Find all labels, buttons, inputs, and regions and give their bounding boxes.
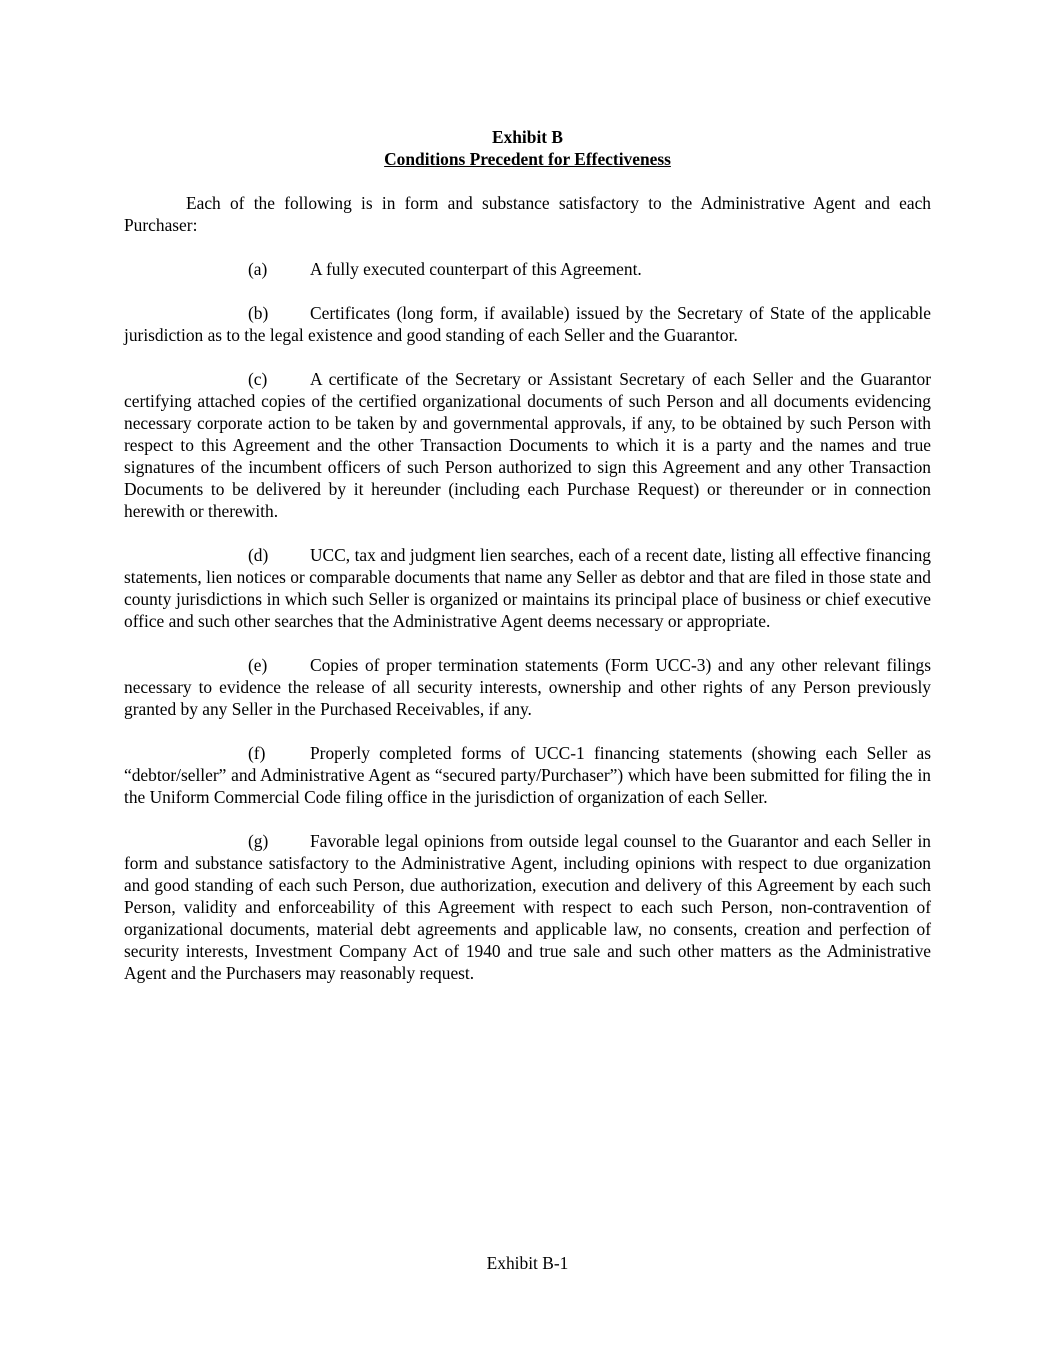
condition-item-a <box>124 258 931 280</box>
condition-item-g <box>124 830 931 984</box>
item-label: (e) <box>248 655 268 675</box>
page-footer: Exhibit B-1 <box>486 1253 569 1273</box>
item-text: Certificates (long form, if available) issued by the Secretary of State of the applicable jurisdiction as to the legal existence and good standing of each Seller and the Guarantor. <box>124 303 931 345</box>
item-label: (a) <box>248 259 268 279</box>
condition-item-e <box>124 654 931 720</box>
condition-item-d <box>124 544 931 632</box>
item-text: Properly completed forms of UCC-1 financing statements (showing each Seller as “debtor/seller” and Administrative Agent as “secured party/Purchaser”) which have been submitted for filing the in the Uniform Commercial Code filing office in the jurisdiction of organization of each Seller. <box>124 743 931 807</box>
document-page <box>124 126 931 984</box>
exhibit-title: Exhibit B <box>491 127 564 147</box>
exhibit-subtitle: Conditions Precedent for Effectiveness <box>384 149 671 169</box>
item-label: (c) <box>248 369 268 389</box>
condition-item-f <box>124 742 931 808</box>
item-text: UCC, tax and judgment lien searches, each of a recent date, listing all effective financing statements, lien notices or comparable documents that name any Seller as debtor and that are filed in those state and county jurisdictions in which such Seller is organized or maintains its principal place of business or chief executive office and such other searches that the Administrative Agent deems necessary or appropriate. <box>124 545 931 631</box>
intro-paragraph: Each of the following is in form and substance satisfactory to the Administrative Agent and each Purchaser: <box>124 193 931 235</box>
condition-item-c <box>124 368 931 522</box>
item-text: A fully executed counterpart of this Agreement. <box>310 259 642 279</box>
item-text: A certificate of the Secretary or Assistant Secretary of each Seller and the Guarantor certifying attached copies of the certified organizational documents of such Person and all documents evidencing necessary corporate action to be taken by and governmental approvals, if any, to be obtained by such Person with respect to this Agreement and the other Transaction Documents to which it is a party and the names and true signatures of the incumbent officers of such Person authorized to sign this Agreement and any other Transaction Documents to be delivered by it hereunder (including each Purchase Request) or thereunder or in connection herewith or therewith. <box>124 369 931 521</box>
condition-item-b <box>124 302 931 346</box>
item-label: (b) <box>248 303 269 323</box>
item-label: (f) <box>248 743 266 763</box>
item-label: (d) <box>248 545 269 565</box>
item-label: (g) <box>248 831 269 851</box>
item-text: Copies of proper termination statements (Form UCC-3) and any other relevant filings necessary to evidence the release of all security interests, ownership and other rights of any Person previously granted by any Seller in the Purchased Receivables, if any. <box>124 655 931 719</box>
item-text: Favorable legal opinions from outside legal counsel to the Guarantor and each Seller in form and substance satisfactory to the Administrative Agent, including opinions with respect to due organization and good standing of each such Person, due authorization, execution and delivery of this Agreement by each such Person, validity and enforceability of this Agreement with respect to each such Person, non-contravention of organizational documents, material debt agreements and applicable law, no consents, creation and perfection of security interests, Investment Company Act of 1940 and true sale and such other matters as the Administrative Agent and the Purchasers may reasonably request. <box>124 831 931 983</box>
